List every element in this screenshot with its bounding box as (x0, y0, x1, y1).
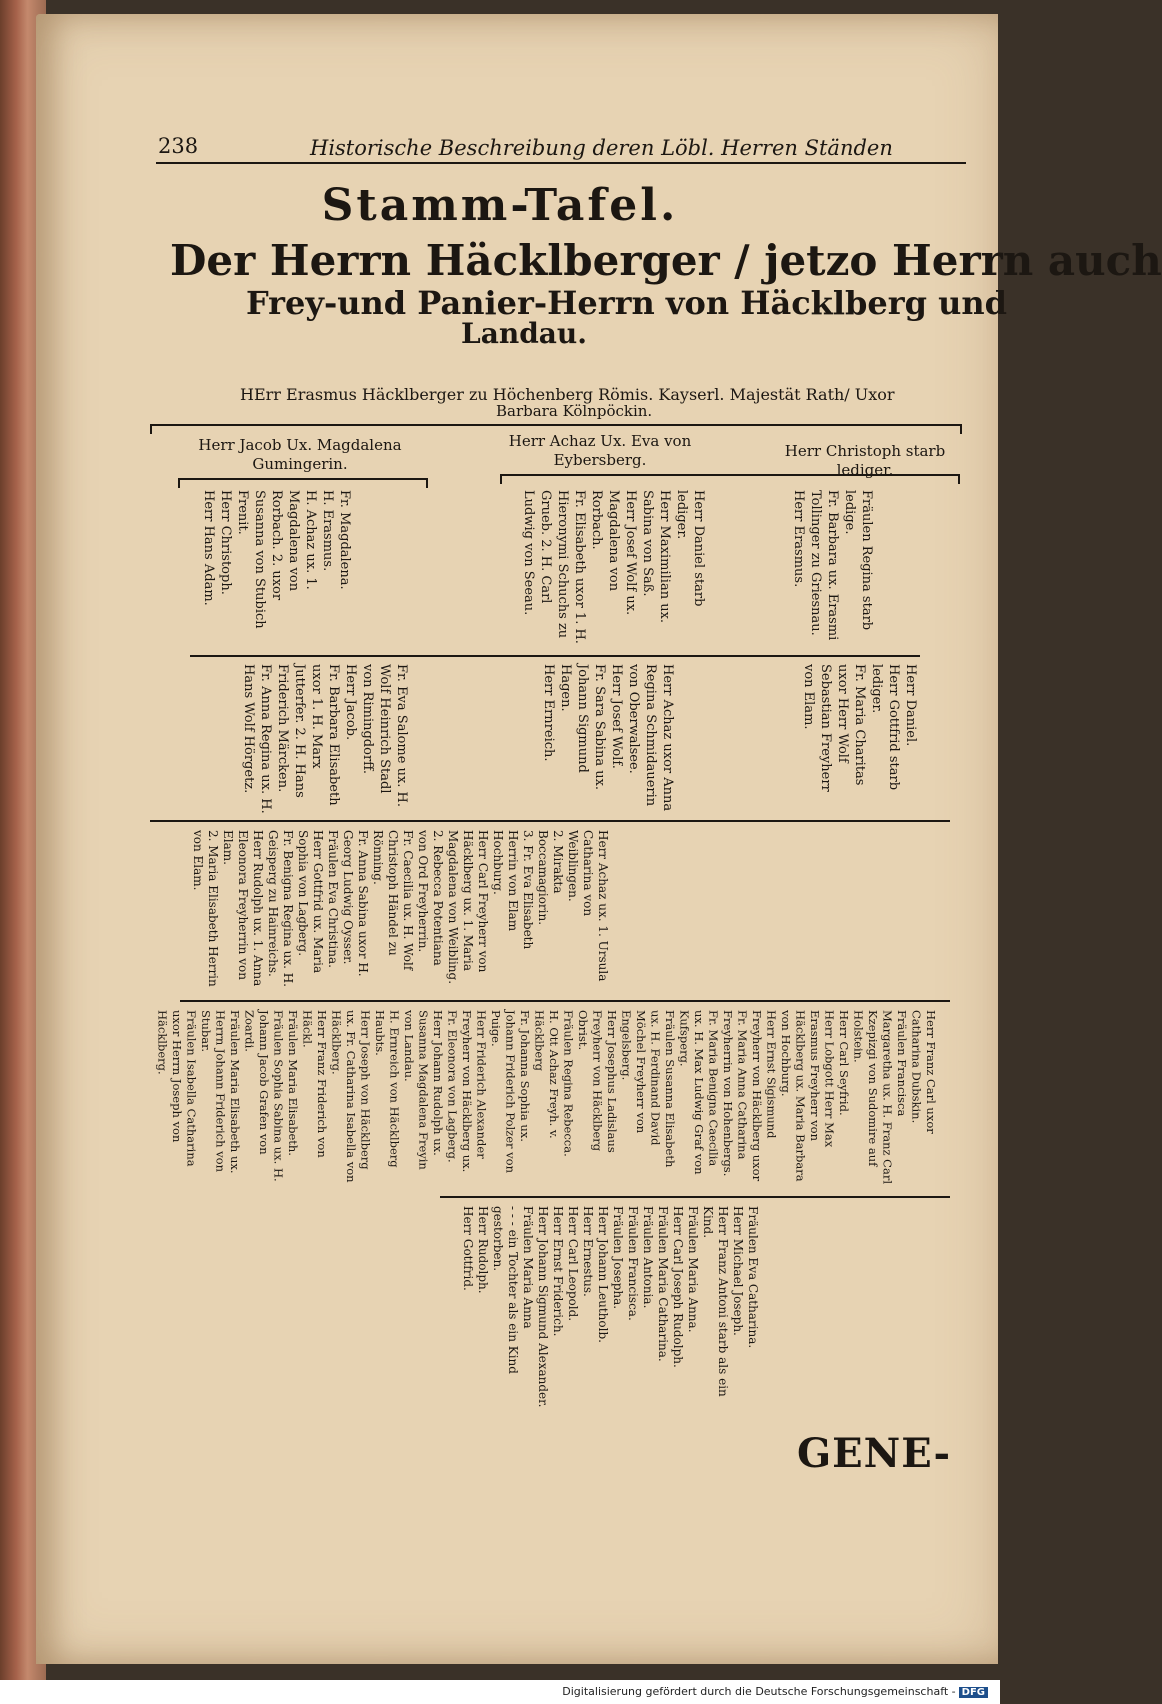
gen3-middle-3: Herr Ernreich. (541, 664, 556, 762)
gen5-divider (180, 1000, 950, 1002)
gen5-item-0: Herr Franz Carl uxor Catharina Dubskin. (909, 1010, 938, 1134)
gen4-item-9: Fr. Benigna Regina ux. H. Geisperg zu Hainreichs. (266, 830, 295, 987)
gen6-list (460, 1206, 760, 1416)
catchword: GENE- (797, 1430, 952, 1477)
gen2-left-1: H. Erasmus. (320, 490, 335, 572)
gen6-item-17: Herr Gottfrid. (461, 1206, 475, 1291)
gen6-item-14: Fräulen Maria Anna (521, 1206, 535, 1329)
gen6-item-2: Herr Franz Antoni starb als ein Kind. (701, 1206, 730, 1397)
gen3-middle-2: Fr. Sara Sabina ux. Johann Sigmund Hagen. (558, 664, 607, 791)
achaz-bracket (500, 474, 960, 486)
gen3-rule (190, 655, 920, 657)
gen3-left-2: Fr. Barbara Elisabeth uxor 1. H. Marx Jutterfer. 2. H. Hans Friderich Märcken. (275, 664, 341, 806)
gen6-item-4: Herr Carl Joseph Rudolph. (671, 1206, 685, 1368)
gen5-item-1: Fräulen Francisca Margaretha ux. H. Franz Carl Kzepizgi von Sudomire auf Holstein. (851, 1010, 909, 1185)
title-line-3: Frey-und Panier-Herrn von Häcklberg und (246, 284, 1008, 322)
gen3-left-1: Herr Jacob. (343, 664, 358, 741)
gen6-item-9: Herr Johann Leutholb. (596, 1206, 610, 1343)
title-line-2: Der Herrn Häcklberger / jetzo Herrn auch (170, 236, 1162, 285)
gen2-middle-0: Herr Daniel starb lediger. (674, 490, 706, 607)
gen4-item-7: Fräulen Eva Christina. (326, 830, 340, 968)
gen5-list (155, 1010, 938, 1185)
gen6-item-11: Herr Carl Leopold. (566, 1206, 580, 1322)
gen4-item-0: Herr Achaz ux. 1. Ursula Catharina von Weiblingen. (566, 830, 610, 982)
gen5-item-4: Herr Ernst Sigismund Freyherr von Häcklberg uxor Fr. Maria Anna Catharina Freyherrin von Hohenbergs. (721, 1010, 779, 1182)
gen2-middle-list (520, 490, 707, 650)
gen2-middle-3: Fr. Elisabeth uxor 1. H. Hieronymi Schuchs zu Grueb. 2. H. Carl Ludwig von Seeau. (521, 490, 587, 644)
footer-credit (562, 1685, 988, 1698)
gen4-list (190, 830, 610, 990)
footer-credit-text: Digitalisierung gefördert durch die Deutsche Forschungsgemeinschaft - (562, 1685, 956, 1698)
gen5-item-19: Fräulen Isabella Catharina uxor Herrn Joseph von Häcklberg. (155, 1010, 199, 1167)
gen2-left-5: Herr Hans Adam. (201, 490, 216, 606)
gen4-item-4: 2. Rebecca Potentiana von Ord Freyherrin. (416, 830, 445, 966)
gen6-item-8: Fräulen Josepha. (611, 1206, 625, 1310)
root-ancestor-line-2: Barbara Kölnpöckin. (496, 402, 653, 420)
gen6-item-5: Fräulen Maria Catharina. (656, 1206, 670, 1362)
gen4-item-2: 3. Fr. Eva Elisabeth Herrin von Elam Hochburg. (491, 830, 535, 950)
gen2-right-list (790, 490, 875, 650)
title-stamm-tafel: Stamm-Tafel. (321, 180, 679, 231)
gen5-item-13: H. Ernreich von Häcklberg Haubts. (373, 1010, 402, 1168)
gen3-left-3: Fr. Anna Regina ux. H. Hans Wolf Hörgetz. (241, 664, 273, 814)
gen4-item-5: Fr. Caecilia ux. H. Wolf Christoph Händel zu Rönning. (371, 830, 415, 971)
gen1-christoph: Herr Christoph starb lediger. (784, 442, 946, 479)
gen5-item-3: Herr Lobgott Herr Max Erasmus Freyherr von Häcklberg ux. Maria Barbara von Hochburg. (779, 1010, 837, 1182)
gen2-left-list (200, 490, 353, 640)
gen6-item-13: Herr Johann Sigmund Alexander. (536, 1206, 550, 1408)
root-ancestor-line-1: HErr Erasmus Häcklberger zu Höchenberg Römis. Kayserl. Majestät Rath/ Uxor (240, 385, 895, 404)
gen4-item-6: Fr. Anna Sabina uxor H. Georg Ludwig Oysser. (341, 830, 370, 977)
gen6-item-16: Herr Rudolph. (476, 1206, 490, 1294)
gen2-right-0: Fräulen Regina starb ledige. (842, 490, 874, 631)
gen5-item-2: Herr Carl Seyfrid. (837, 1010, 851, 1116)
gen5-item-15: Herr Franz Friderich von Häckl. (300, 1010, 329, 1158)
gen5-item-10: Fr. Johanna Sophia ux. Johann Friderich Polzer von Puige. (489, 1010, 532, 1173)
gen4-rule (150, 820, 950, 822)
gen5-item-18: Fräulen Maria Elisabeth ux. Herrn Johann Friderich von Stubar. (199, 1010, 242, 1174)
gen5-item-16: Fräulen Maria Elisabeth. (286, 1010, 300, 1156)
gen6-item-3: Fräulen Maria Anna. (686, 1206, 700, 1333)
gen3-middle-0: Herr Achaz uxor Anna Regina Schmidauerin von Oberwalsee. (626, 664, 675, 812)
gen6-item-15: - - - ein Tochter als ein Kind gestorben. (491, 1206, 520, 1374)
gen4-item-10: Herr Rudolph ux. 1. Anna Eleonora Freyherrin von Elam. (221, 830, 265, 987)
gen5-item-6: Fräulen Susanna Elisabeth ux. H. Ferdinand David Möchel Freyherr von Engelsberg. (619, 1010, 677, 1168)
gen3-left-0: Fr. Eva Salome ux. H. Wolf Heinrich Stadl von Rimingdorff. (360, 664, 409, 808)
gen5-item-5: Fr. Maria Benigna Caecilia ux. H. Max Ludwig Graf von Kufsperg. (677, 1010, 721, 1175)
gen3-right-0: Herr Daniel. (903, 664, 918, 747)
gen3-right-2: Fr. Maria Charitas uxor Herr Wolf Sebastian Freyherr von Elam. (801, 664, 867, 792)
page-number: 238 (158, 134, 199, 158)
gen4-item-3: Herr Carl Freyherr von Häcklberg ux. 1. Maria Magdalena von Weibling. (446, 830, 490, 985)
gen5-item-9: H. Ott Achaz Freyh. v. Häcklberg (532, 1010, 561, 1139)
gen6-item-1: Herr Michael Joseph. (731, 1206, 745, 1336)
gen2-right-2: Herr Erasmus. (791, 490, 806, 588)
gen5-item-11: Herr Friderich Alexander Freyherr von Häcklberg ux. Fr. Eleonora von Lagberg. (445, 1010, 489, 1173)
gen2-left-4: Herr Christoph. (218, 490, 233, 595)
jacob-bracket (178, 478, 428, 490)
gen1-achaz: Herr Achaz Ux. Eva von Eybersberg. (508, 432, 692, 469)
gen2-middle-1: Herr Maximilian ux. Sabina von Saß. (640, 490, 672, 624)
gen5-item-7: Herr Josephus Ladislaus Freyherr von Häcklberg Obrist. (576, 1010, 619, 1153)
gen2-left-2: H. Achaz ux. 1. Magdalena von Rorbach. 2. uxor Susanna von Stubich (252, 490, 318, 629)
gen3-right-list (800, 664, 919, 814)
dfg-logo: DFG (959, 1687, 988, 1698)
gen2-right-1: Fr. Barbara ux. Erasmi Tollinger zu Griesnau. (808, 490, 840, 641)
gen4-item-1: 2. Mirakta Boccamagiorin. (536, 830, 565, 926)
running-title: Historische Beschreibung deren Löbl. Herren Ständen (310, 136, 893, 160)
footer-bar (0, 1680, 1000, 1704)
gen1-jacob: Herr Jacob Ux. Magdalena Gumingerin. (198, 436, 402, 473)
gen6-item-7: Fräulen Francisca. (626, 1206, 640, 1321)
gen5-item-8: Fräulen Regina Rebecca. (561, 1010, 576, 1157)
gen5-item-14: Herr Joseph von Häcklberg ux. Fr. Catharina Isabella von Häcklberg. (329, 1010, 373, 1183)
gen3-middle-1: Herr Josef Wolf. (609, 664, 624, 769)
gen6-item-0: Fräulen Eva Catharina. (746, 1206, 760, 1349)
gen3-right-1: Herr Gottfrid starb lediger. (869, 664, 901, 791)
gen6-item-12: Herr Ernst Friderich. (551, 1206, 565, 1337)
gen4-item-8: Herr Gottfrid ux. Maria Sophia von Lagberg. (296, 830, 325, 974)
gen6-item-6: Fräulen Antonia. (641, 1206, 655, 1309)
gen5-item-17: Fräulen Sophia Sabina ux. H. Johann Jacob Grafen von Zoardi. (242, 1010, 286, 1182)
gen3-middle-list (540, 664, 676, 814)
gen4-item-11: 2. Maria Elisabeth Herrin von Elam. (191, 830, 220, 987)
gen2-middle-2: Herr Josef Wolf ux. Magdalena von Rorbach. (589, 490, 638, 616)
gen5-item-12: Herr Johann Rudolph ux. Susanna Magdalena Freyin von Landau. (402, 1010, 445, 1170)
gen6-item-10: Herr Ernestus. (581, 1206, 595, 1297)
gen3-left-list (240, 664, 410, 814)
gen2-left-3: Frenit. (235, 490, 250, 535)
header-rule (156, 162, 966, 164)
gen2-left-0: Fr. Magdalena. (337, 490, 352, 590)
gen6-divider (440, 1196, 950, 1198)
title-line-4: Landau. (461, 317, 588, 350)
